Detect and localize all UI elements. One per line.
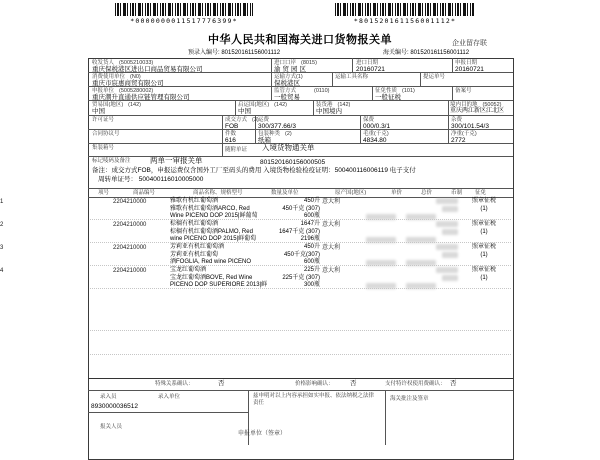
field-destination-label: 境内目的地 (50052) bbox=[450, 102, 502, 108]
special-relation-label: 特殊关系确认： bbox=[155, 381, 194, 387]
customs-number: 海关编号: 801520161156001112 bbox=[383, 50, 470, 56]
marks-note2: 周转单证号： 500400116010005000 bbox=[98, 176, 204, 183]
barcode-left-text: *0000000011517776399* bbox=[130, 17, 238, 25]
goods-header-total-price: 总价 bbox=[421, 190, 433, 196]
barcode-left bbox=[115, 3, 253, 16]
goods-levy: 照章征税 (1) bbox=[471, 198, 496, 212]
field-trade-country-value: 中国 bbox=[92, 108, 105, 115]
field-consumer-unit-value: 重庆市宸惠商贸有限公司 bbox=[92, 80, 164, 87]
divider bbox=[448, 115, 449, 143]
marks-note1: 备注：成交方式FOB，申报运费仅含国外工厂至码头的费用 入境货物检验检疫证明：500400116006119 电子支付 bbox=[92, 167, 416, 174]
field-bill-no-label: 提运单号 bbox=[423, 74, 446, 80]
field-import-date-label: 进口日期 bbox=[356, 60, 379, 66]
marks-number: 801520160156000505 bbox=[260, 159, 326, 166]
declaration-statement: 兹申明对以上内容承担如实申报、依法纳税之法律责任 bbox=[253, 393, 375, 406]
field-consignee-label: 收发货人 (5005210033) bbox=[92, 60, 154, 66]
field-pieces-label: 件数 bbox=[225, 131, 237, 137]
declare-unit-seal-label: 申报单位（签章） bbox=[238, 431, 287, 437]
entry-unit-label: 录入单位 bbox=[158, 394, 181, 400]
field-net-weight-value: 2772 bbox=[451, 137, 466, 144]
redacted-value bbox=[436, 221, 458, 227]
goods-item-no: 2 bbox=[0, 222, 4, 228]
goods-quantity: 450升 450千克(307) 600瓶 bbox=[283, 244, 320, 266]
divider bbox=[452, 86, 453, 100]
price-effect-value: 否 bbox=[350, 380, 357, 387]
goods-origin: 意大利 bbox=[322, 199, 341, 205]
redacted-value bbox=[436, 244, 458, 250]
field-contract-label: 合同协议号 bbox=[92, 131, 120, 137]
field-insurance-label: 保费 bbox=[363, 117, 375, 123]
field-misc-fee-value: 300/101.54/3 bbox=[451, 123, 489, 130]
field-consignee-value: 重庆保税港区进出口商品贸易有限公司 bbox=[92, 66, 203, 73]
goods-origin: 意大利 bbox=[322, 268, 341, 274]
field-freight-value: 300/377.66/3 bbox=[258, 123, 296, 130]
field-loading-port-value: 中国境内 bbox=[316, 108, 342, 115]
goods-header-unit-price: 单价 bbox=[391, 190, 403, 196]
divider bbox=[332, 72, 333, 86]
divider bbox=[271, 86, 272, 100]
redacted-value bbox=[442, 229, 458, 235]
field-levy-nature-value: 一般征税 bbox=[375, 94, 401, 101]
goods-row bbox=[0, 198, 600, 221]
divider bbox=[88, 129, 513, 130]
field-transport-mode-value: 保税港区 bbox=[274, 80, 300, 87]
field-levy-nature-label: 征免性质 (101) bbox=[375, 88, 415, 94]
goods-levy: 照章征税 (1) bbox=[471, 244, 496, 258]
goods-levy: 照章征税 (1) bbox=[471, 221, 496, 235]
redacted-value bbox=[442, 275, 458, 281]
divider bbox=[360, 115, 361, 143]
goods-hs-code: 2204210000 bbox=[113, 222, 147, 228]
goods-name: 棕榈有机红葡萄酒 棕榈有机红葡萄酒PALMO, Red wine PICENO DOP 2015|鲜葡萄 bbox=[170, 221, 257, 243]
declarant-label: 报关人员 bbox=[100, 424, 123, 430]
field-destination-value: 重庆两江新区江北区 bbox=[450, 108, 505, 114]
field-declare-unit-value: 重庆潮升直通供应链管理有限公司 bbox=[92, 94, 190, 101]
pre-entry-number: 预录入编号: 801520161156001112 bbox=[188, 50, 281, 56]
redacted-value bbox=[442, 206, 458, 212]
goods-header-qty: 数量及单位 bbox=[271, 190, 299, 196]
marks-value: 两单一审报关单 bbox=[150, 156, 203, 165]
field-record-no-label: 备案号 bbox=[455, 88, 472, 94]
document-title: 中华人民共和国海关进口货物报关单 bbox=[208, 34, 392, 46]
goods-row bbox=[0, 244, 600, 267]
field-departure-country-label: 启运国(地区) (142) bbox=[238, 102, 288, 108]
goods-origin: 意大利 bbox=[322, 222, 341, 228]
divider bbox=[222, 115, 223, 156]
field-supervision-label: 监管方式 (0110) bbox=[274, 88, 330, 94]
field-net-weight-label: 净重(千克) bbox=[451, 131, 477, 137]
redacted-value bbox=[436, 267, 458, 273]
field-pieces-value: 616 bbox=[225, 137, 236, 144]
field-package-label: 包装种类 (2) bbox=[258, 131, 292, 137]
goods-quantity: 450升 450千克 (307) 600瓶 bbox=[282, 198, 320, 220]
field-transaction-value: FOB bbox=[225, 123, 239, 130]
field-gross-weight-value: 4834.80 bbox=[363, 137, 387, 144]
goods-header-currency: 币制 bbox=[451, 190, 463, 196]
goods-item-no: 1 bbox=[0, 199, 4, 205]
goods-hs-code: 2204210000 bbox=[113, 245, 147, 251]
divider bbox=[235, 100, 236, 115]
field-container-label: 集装箱号 bbox=[92, 145, 115, 151]
goods-header-levy: 征免 bbox=[475, 190, 487, 196]
entry-clerk-label: 录入员 bbox=[100, 394, 117, 400]
field-gross-weight-label: 毛重(千克) bbox=[363, 131, 389, 137]
field-consumer-unit-label: 消费使用单位 (N0) bbox=[92, 74, 141, 80]
special-relation-value: 否 bbox=[218, 380, 225, 387]
field-departure-country-value: 中国 bbox=[238, 108, 251, 115]
divider bbox=[385, 390, 386, 445]
divider bbox=[88, 188, 513, 189]
divider bbox=[372, 86, 373, 100]
field-attached-docs-value: 入境货物通关单 bbox=[262, 143, 315, 152]
price-effect-label: 价格影响确认： bbox=[295, 381, 334, 387]
goods-header-item-no: 项号 bbox=[98, 190, 110, 196]
goods-header-code: 商品编号 bbox=[133, 190, 156, 196]
goods-name: 雅歌有机红葡萄酒 雅歌有机红葡萄酒ARCO, Red Wine PICENO DOP 2015|鲜葡萄 bbox=[170, 198, 258, 220]
field-trade-country-label: 贸易国(地区) (142) bbox=[92, 102, 142, 108]
goods-row bbox=[0, 221, 600, 244]
field-insurance-value: 000/0.3/1 bbox=[363, 123, 391, 130]
goods-header-origin: 原产国(地区) bbox=[335, 190, 367, 196]
goods-hs-code: 2204210000 bbox=[113, 268, 147, 274]
divider bbox=[88, 378, 513, 379]
goods-item-no: 4 bbox=[0, 268, 4, 274]
field-misc-fee-label: 杂费 bbox=[451, 117, 463, 123]
marks-label: 标记唛码及备注 bbox=[92, 158, 131, 164]
field-declare-date-label: 申报日期 bbox=[455, 60, 478, 66]
row-separator bbox=[90, 288, 511, 289]
royalty-confirm-value: 否 bbox=[450, 380, 457, 387]
field-declare-date-value: 20160721 bbox=[455, 66, 484, 73]
redacted-value bbox=[436, 198, 458, 204]
goods-quantity: 225升 225千克 (307) 300瓶 bbox=[282, 267, 320, 289]
field-package-value: 纸箱 bbox=[258, 137, 271, 144]
divider bbox=[448, 100, 449, 115]
field-attached-docs-label: 随附单证 bbox=[225, 147, 248, 153]
field-supervision-value: 一般贸易 bbox=[274, 94, 300, 101]
divider bbox=[88, 390, 513, 391]
row-separator bbox=[90, 219, 511, 220]
row-separator bbox=[90, 330, 511, 331]
field-import-port-label: 进口口岸 (8015) bbox=[274, 60, 317, 66]
goods-hs-code: 2204210000 bbox=[113, 199, 147, 205]
row-separator bbox=[90, 265, 511, 266]
goods-name: 宝龙红葡萄酒 宝龙红葡萄酒BOVE, Red Wine PICENO DOP SUPERIORE 2013|鲜 bbox=[170, 267, 268, 289]
goods-levy: 照章征税 (1) bbox=[471, 267, 496, 281]
divider bbox=[271, 58, 272, 72]
divider bbox=[88, 412, 248, 413]
divider bbox=[88, 115, 513, 116]
field-transport-mode-label: 运输方式(1) bbox=[274, 74, 303, 80]
copy-label: 企业留存联 bbox=[452, 40, 487, 47]
goods-header-name: 商品名称、规格型号 bbox=[193, 190, 243, 196]
goods-item-no: 3 bbox=[0, 245, 4, 251]
divider bbox=[271, 72, 272, 86]
field-license-label: 许可证号 bbox=[92, 117, 115, 123]
field-import-date-value: 20160721 bbox=[356, 66, 385, 73]
row-separator bbox=[90, 354, 511, 355]
goods-row bbox=[0, 267, 600, 290]
divider bbox=[352, 58, 353, 72]
divider bbox=[420, 72, 421, 86]
field-freight-label: 运费 bbox=[258, 117, 270, 123]
goods-quantity: 1647升 1647千克 (307) 2196瓶 bbox=[278, 221, 320, 243]
royalty-confirm-label: 支付特许权使用费确认： bbox=[385, 381, 446, 387]
barcode-right-text: *801520161156001112* bbox=[353, 17, 457, 25]
field-transport-name-label: 运输工具名称 bbox=[335, 74, 369, 80]
row-separator bbox=[90, 242, 511, 243]
divider bbox=[313, 100, 314, 115]
field-import-port-value: 渝贸园区 bbox=[274, 66, 308, 73]
entry-number: 8930000036512 bbox=[91, 403, 138, 410]
field-declare-unit-label: 申报单位 (5005280002) bbox=[92, 88, 154, 94]
divider bbox=[452, 58, 453, 72]
goods-origin: 意大利 bbox=[322, 245, 341, 251]
field-transaction-label: 成交方式 (3) bbox=[225, 117, 259, 123]
goods-name: 芳莉亚有机红葡萄酒 芳莉亚有机红葡萄 酒FOGLIA, Red wine PICENO bbox=[170, 244, 252, 266]
redacted-value bbox=[442, 252, 458, 258]
field-loading-port-label: 装货港 (142) bbox=[316, 102, 351, 108]
customs-note-label: 海关批注及签章 bbox=[390, 396, 429, 402]
barcode-right bbox=[335, 3, 475, 16]
